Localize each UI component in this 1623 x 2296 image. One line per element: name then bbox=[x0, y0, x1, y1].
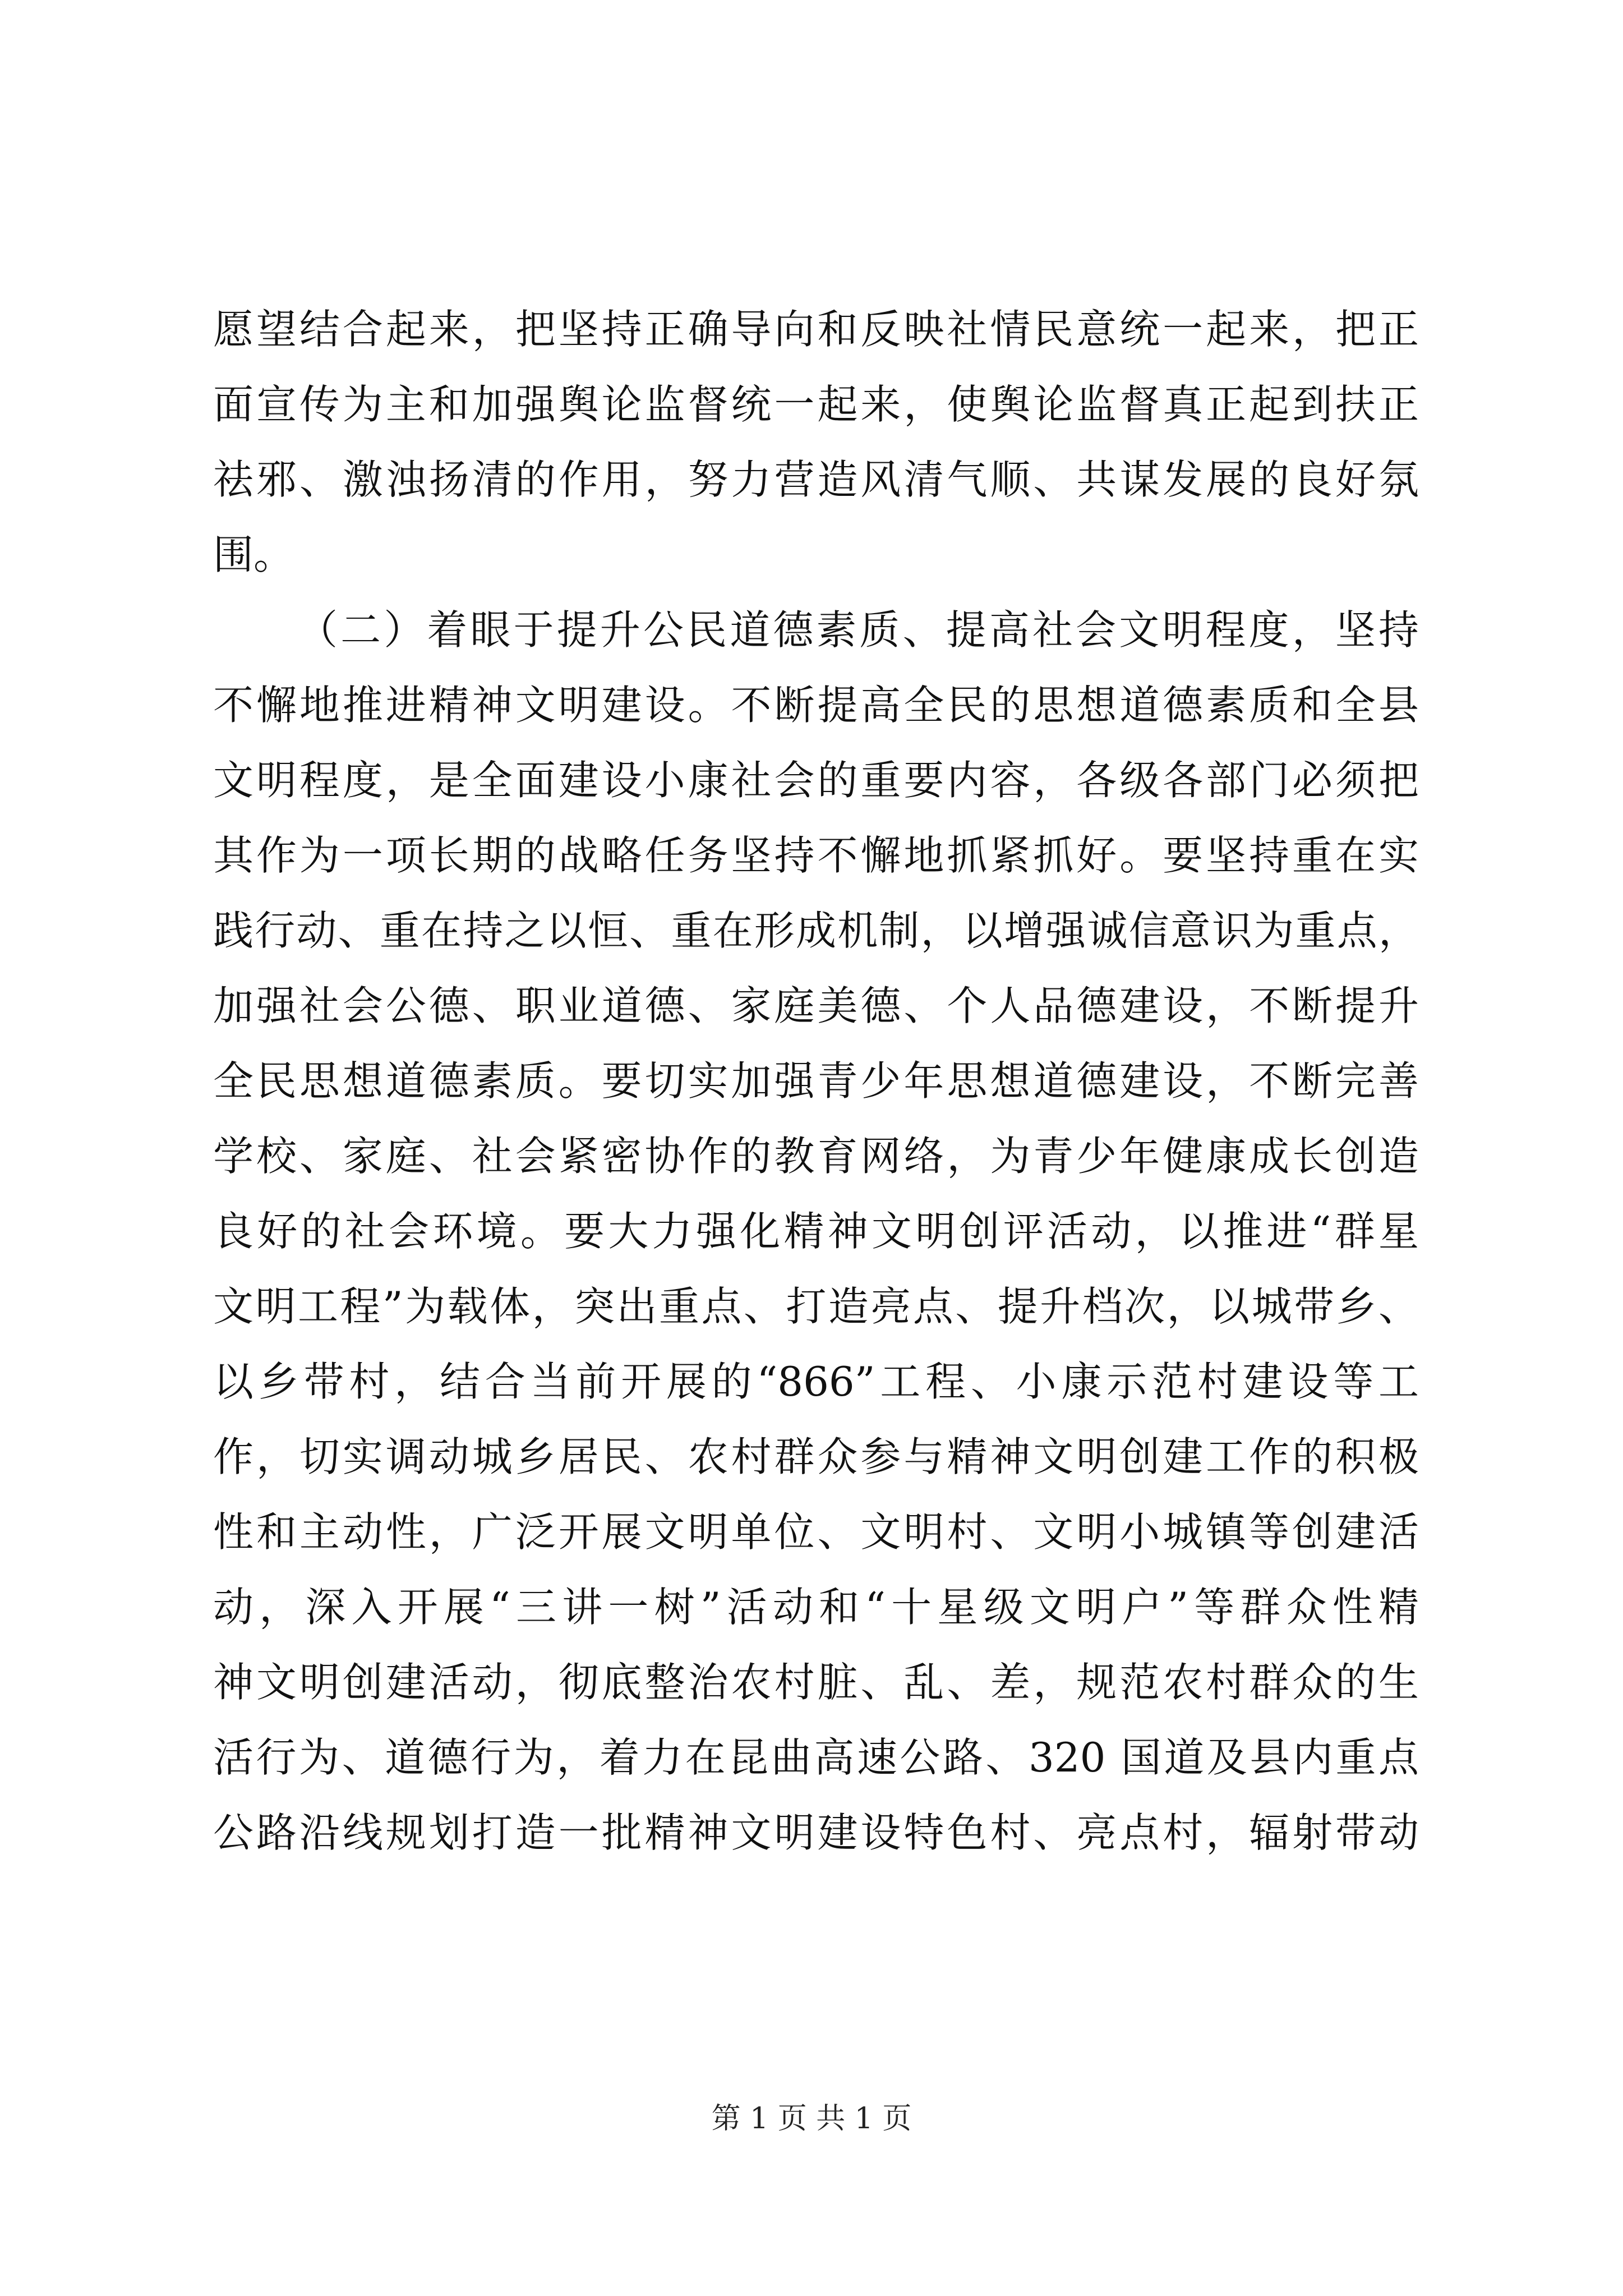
text-line: 祛邪、激浊扬清的作用，努力营造风清气顺、共谋发展的良好氛 bbox=[213, 456, 1419, 503]
page-footer bbox=[0, 2099, 1623, 2138]
text-line: 以乡带村，结合当前开展的“866”工程、小康示范村建设等工 bbox=[213, 1358, 1419, 1405]
text-line: 面宣传为主和加强舆论监督统一起来，使舆论监督真正起到扶正 bbox=[213, 381, 1419, 428]
text-line: 愿望结合起来，把坚持正确导向和反映社情民意统一起来，把正 bbox=[213, 306, 1419, 353]
text-line: 文明程度，是全面建设小康社会的重要内容，各级各部门必须把 bbox=[213, 757, 1419, 804]
text-line: 加强社会公德、职业道德、家庭美德、个人品德建设，不断提升 bbox=[213, 982, 1419, 1029]
text-line: 性和主动性，广泛开展文明单位、文明村、文明小城镇等创建活 bbox=[213, 1508, 1419, 1556]
paragraph-heading-line: （二）着眼于提升公民道德素质、提高社会文明程度，坚持 bbox=[297, 606, 1419, 654]
text-line: 围。 bbox=[213, 531, 294, 578]
text-line: 良好的社会环境。要大力强化精神文明创评活动，以推进“群星 bbox=[213, 1208, 1419, 1255]
text-line: 不懈地推进精神文明建设。不断提高全民的思想道德素质和全县 bbox=[213, 682, 1419, 729]
text-line: 公路沿线规划打造一批精神文明建设特色村、亮点村，辐射带动 bbox=[213, 1809, 1419, 1856]
text-line: 活行为、道德行为，着力在昆曲高速公路、320 国道及县内重点 bbox=[213, 1734, 1419, 1781]
text-line: 神文明创建活动，彻底整治农村脏、乱、差，规范农村群众的生 bbox=[213, 1659, 1419, 1706]
text-line: 学校、家庭、社会紧密协作的教育网络，为青少年健康成长创造 bbox=[213, 1133, 1419, 1180]
text-line: 践行动、重在持之以恒、重在形成机制，以增强诚信意识为重点， bbox=[213, 907, 1419, 954]
text-line: 动，深入开展“三讲一树”活动和“十星级文明户”等群众性精 bbox=[213, 1584, 1419, 1631]
body-text bbox=[213, 292, 1419, 1870]
text-line: 作，切实调动城乡居民、农村群众参与精神文明创建工作的积极 bbox=[213, 1433, 1419, 1480]
page-number-label: 第 1 页 共 1 页 bbox=[711, 2102, 912, 2136]
text-line: 其作为一项长期的战略任务坚持不懈地抓紧抓好。要坚持重在实 bbox=[213, 832, 1419, 879]
text-line: 全民思想道德素质。要切实加强青少年思想道德建设，不断完善 bbox=[213, 1057, 1419, 1105]
text-line: 文明工程”为载体，突出重点、打造亮点、提升档次，以城带乡、 bbox=[213, 1283, 1419, 1330]
